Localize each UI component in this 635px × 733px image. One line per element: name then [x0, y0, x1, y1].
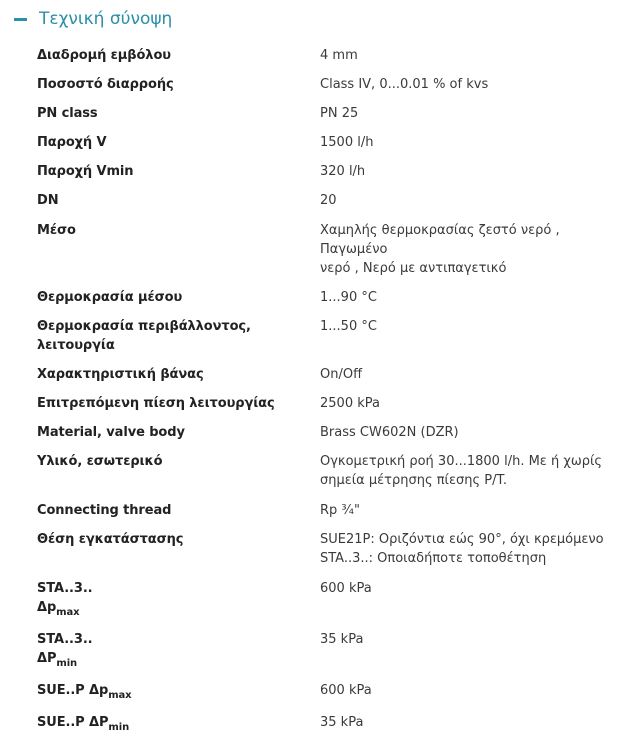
spec-value: 2500 kPa [320, 396, 380, 411]
section-header[interactable] [14, 8, 172, 30]
spec-label: Ποσοστό διαρροής [37, 77, 174, 92]
spec-value: 600 kPa [320, 581, 372, 596]
spec-row [37, 221, 627, 278]
spec-value: 20 [320, 193, 337, 208]
spec-value: Rp ¾" [320, 503, 360, 518]
spec-row [37, 423, 627, 442]
spec-label: Connecting thread [37, 503, 172, 518]
spec-value-line: SUE21P: Οριζόντια εώς 90°, όχι κρεμόμενο [320, 532, 604, 547]
spec-row [37, 681, 627, 700]
spec-value: 1...50 °C [320, 319, 377, 334]
spec-row [37, 191, 627, 210]
spec-row [37, 501, 627, 520]
spec-label: DN [37, 193, 59, 208]
spec-row [37, 317, 627, 355]
spec-row [37, 288, 627, 307]
spec-label-symbol: Δp [37, 600, 57, 615]
spec-value: 320 l/h [320, 164, 366, 179]
spec-label-subscript: max [108, 690, 132, 701]
spec-value-line: Χαμηλής θερμοκρασίας ζεστό νερό , Παγωμένο [320, 223, 560, 257]
spec-label [37, 630, 320, 668]
section-title: Τεχνική σύνοψη [39, 9, 173, 29]
spec-value-line: Ογκομετρική ροή 30...1800 l/h. Με ή χωρίς [320, 454, 603, 469]
spec-value-line: σημεία μέτρησης πίεσης P/T. [320, 473, 507, 488]
spec-value: Brass CW602N (DZR) [320, 425, 459, 440]
spec-label-subscript: max [56, 607, 80, 618]
spec-row [37, 530, 627, 568]
spec-row [37, 75, 627, 94]
spec-label: Χαρακτηριστική βάνας [37, 367, 204, 382]
spec-label-symbol: ΔP [37, 651, 57, 666]
spec-label: PN class [37, 106, 98, 121]
spec-label [37, 713, 320, 732]
spec-value: 1500 l/h [320, 135, 374, 150]
spec-row [37, 104, 627, 123]
spec-value [320, 530, 625, 568]
spec-label: Διαδρομή εμβόλου [37, 48, 171, 63]
spec-value: 35 kPa [320, 715, 364, 730]
spec-label: Υλικό, εσωτερικό [37, 454, 163, 469]
spec-label: Θερμοκρασία περιβάλλοντος, λειτουργία [37, 319, 251, 353]
spec-row [37, 46, 627, 65]
spec-label-symbol: SUE..P Δp [37, 683, 109, 698]
spec-label-subscript: min [56, 658, 78, 669]
spec-label: Material, valve body [37, 425, 185, 440]
spec-value: 600 kPa [320, 683, 372, 698]
spec-label: Θέση εγκατάστασης [37, 532, 184, 547]
spec-value: 35 kPa [320, 632, 364, 647]
spec-row [37, 365, 627, 384]
spec-label: Παροχή V [37, 135, 107, 150]
minus-collapse-icon[interactable] [14, 18, 27, 21]
spec-value: On/Off [320, 367, 363, 382]
spec-list [37, 44, 627, 732]
spec-label: Επιτρεπόμενη πίεση λειτουργίας [37, 396, 275, 411]
spec-label-line: STA..3.. [37, 581, 93, 596]
spec-row [37, 713, 627, 732]
spec-label-line [37, 598, 320, 617]
spec-row [37, 162, 627, 181]
spec-row [37, 579, 627, 617]
spec-value: 1...90 °C [320, 290, 377, 305]
spec-value: 4 mm [320, 48, 358, 63]
spec-label-line [37, 649, 320, 668]
spec-label-line: STA..3.. [37, 632, 93, 647]
spec-value-line: νερό , Νερό με αντιπαγετικό [320, 261, 507, 276]
spec-label: Θερμοκρασία μέσου [37, 290, 183, 305]
spec-value: Class IV, 0...0.01 % of kvs [320, 77, 489, 92]
spec-label-symbol: SUE..P ΔP [37, 715, 109, 730]
spec-row [37, 133, 627, 152]
spec-label-subscript: min [108, 722, 130, 733]
spec-label: Παροχή Vmin [37, 164, 134, 179]
spec-value: PN 25 [320, 106, 359, 121]
spec-value [320, 221, 625, 278]
spec-label [37, 681, 320, 700]
spec-label [37, 579, 320, 617]
spec-label: Μέσο [37, 223, 76, 238]
spec-row [37, 394, 627, 413]
spec-row [37, 452, 627, 490]
spec-value-line: STA..3..: Οποιαδήποτε τοποθέτηση [320, 551, 547, 566]
spec-value [320, 452, 625, 490]
spec-row [37, 630, 627, 668]
